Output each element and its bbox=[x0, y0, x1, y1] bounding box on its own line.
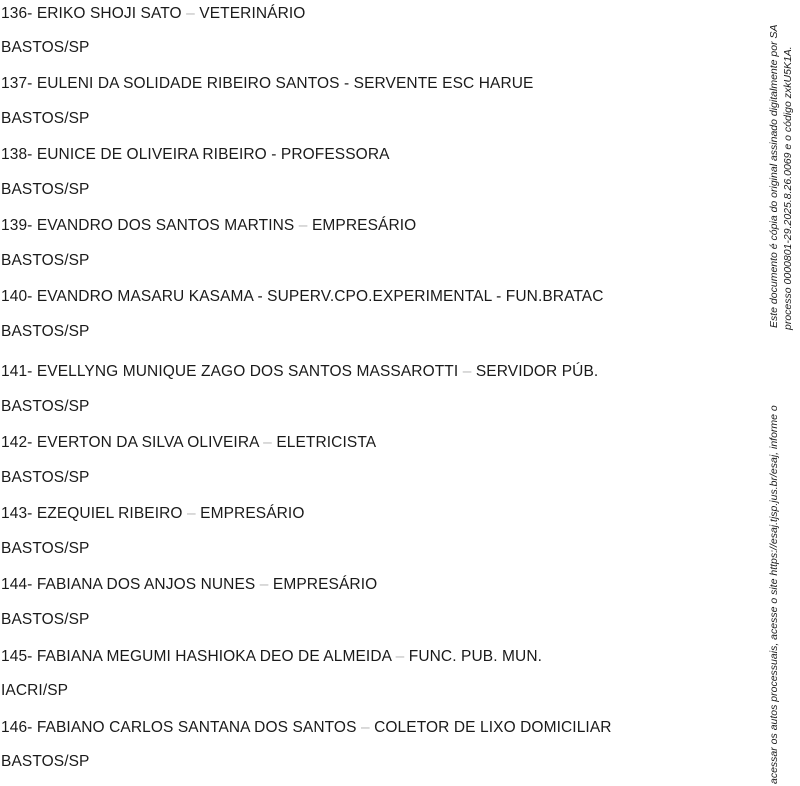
entry-name-line bbox=[1, 647, 542, 667]
entry-role: VETERINÁRIO bbox=[199, 5, 306, 22]
entry-separator: – bbox=[186, 5, 195, 22]
entry-name: 140- EVANDRO MASARU KASAMA - SUPERV.CPO.EXPERIMENTAL - FUN.BRATAC bbox=[1, 288, 604, 305]
entry-name-line bbox=[1, 4, 305, 24]
entry-role: EMPRESÁRIO bbox=[272, 576, 378, 593]
entry-name: 136- ERIKO SHOJI SATO bbox=[1, 5, 182, 22]
entry-name-line bbox=[1, 718, 612, 738]
entry-name: 138- EUNICE DE OLIVEIRA RIBEIRO - PROFESSORA bbox=[1, 146, 390, 163]
entry-name: 143- EZEQUIEL RIBEIRO bbox=[1, 505, 183, 522]
entry-name-line bbox=[1, 575, 377, 595]
entry-name-line bbox=[1, 504, 305, 524]
entry-separator: – bbox=[259, 576, 269, 593]
entry-role: EMPRESÁRIO bbox=[311, 217, 417, 234]
entry-city: BASTOS/SP bbox=[1, 323, 90, 340]
entry-name: 145- FABIANA MEGUMI HASHIOKA DEO DE ALMEIDA bbox=[1, 648, 392, 665]
entry-role: COLETOR DE LIXO DOMICILIAR bbox=[374, 719, 612, 736]
entry-city: BASTOS/SP bbox=[1, 398, 90, 415]
entry-city: BASTOS/SP bbox=[1, 540, 90, 557]
entry-city: IACRI/SP bbox=[1, 682, 69, 699]
entry-city: BASTOS/SP bbox=[1, 611, 90, 628]
entry-separator: – bbox=[186, 505, 196, 522]
entry-name: 142- EVERTON DA SILVA OLIVEIRA bbox=[1, 434, 259, 451]
margin-notice-line-1: Este documento é cópia do original assinado digitalmente por SA bbox=[768, 24, 780, 328]
entry-separator: – bbox=[360, 719, 370, 736]
entry-separator: – bbox=[263, 434, 272, 451]
entry-separator: – bbox=[462, 363, 472, 380]
entry-city: BASTOS/SP bbox=[1, 753, 90, 770]
entry-name-line bbox=[1, 145, 390, 165]
entry-name: 144- FABIANA DOS ANJOS NUNES bbox=[1, 576, 256, 593]
entry-city: BASTOS/SP bbox=[1, 181, 90, 198]
entry-role: FUNC. PUB. MUN. bbox=[408, 648, 543, 665]
entry-name: 146- FABIANO CARLOS SANTANA DOS SANTOS bbox=[1, 719, 357, 736]
margin-notice-line-2: processo 0000801-29.2025.8.26.0069 e o código zxkU5K1A. bbox=[782, 46, 794, 330]
entry-city: BASTOS/SP bbox=[1, 469, 90, 486]
entry-role: EMPRESÁRIO bbox=[200, 505, 305, 522]
entry-separator: – bbox=[395, 648, 405, 665]
entry-separator: – bbox=[298, 217, 308, 234]
entry-name-line bbox=[1, 287, 604, 307]
entry-role: SERVIDOR PÚB. bbox=[475, 363, 599, 380]
entry-name-line bbox=[1, 362, 598, 382]
entry-name: 139- EVANDRO DOS SANTOS MARTINS bbox=[1, 217, 295, 234]
margin-notice-line-3: acessar os autos processuais, acesse o site https://esaj.tjsp.jus.br/esaj, informe o bbox=[768, 405, 780, 784]
entry-city: BASTOS/SP bbox=[1, 252, 90, 269]
entry-name: 137- EULENI DA SOLIDADE RIBEIRO SANTOS - SERVENTE ESC HARUE bbox=[1, 75, 534, 92]
entry-city: BASTOS/SP bbox=[1, 39, 90, 56]
entry-name-line bbox=[1, 216, 416, 236]
entry-name: 141- EVELLYNG MUNIQUE ZAGO DOS SANTOS MASSAROTTI bbox=[1, 363, 459, 380]
entry-name-line bbox=[1, 74, 533, 94]
entry-city: BASTOS/SP bbox=[1, 110, 90, 127]
entry-name-line bbox=[1, 433, 376, 453]
entry-role: ELETRICISTA bbox=[276, 434, 377, 451]
